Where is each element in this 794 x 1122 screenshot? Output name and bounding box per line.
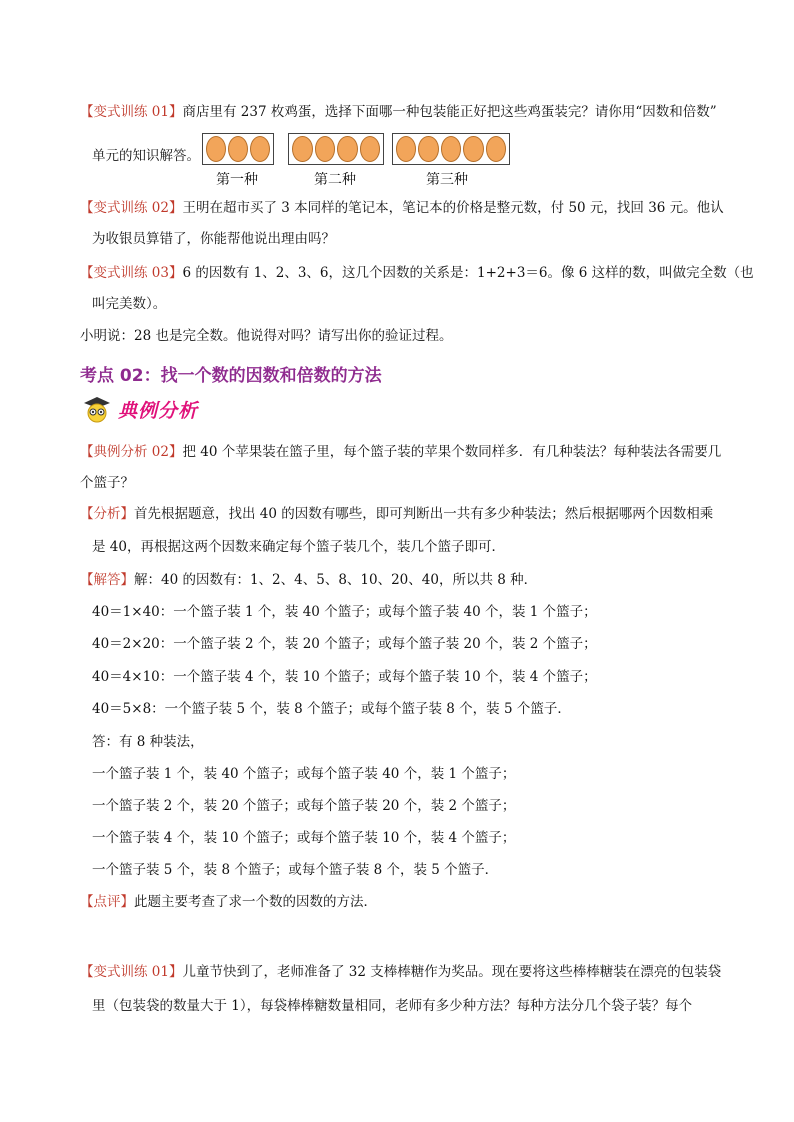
comment-line — [80, 892, 377, 912]
q3-line3: 小明说：28 也是完全数。他说得对吗？请写出你的验证过程。 — [80, 328, 453, 344]
egg-icon — [206, 136, 226, 162]
q2-line — [80, 198, 724, 218]
example-line — [80, 442, 721, 462]
q1-line2: 单元的知识解答。 — [92, 148, 200, 164]
egg-box-2 — [288, 133, 384, 165]
egg-icon — [315, 136, 336, 162]
egg-box-3 — [392, 133, 510, 165]
answer-summary: 答：有 8 种装法， — [92, 734, 204, 750]
answer-step: 一个篮子装 2 个，装 20 个篮子；或每个篮子装 20 个，装 2 个篮子； — [92, 798, 516, 814]
egg-box-label-1: 第一种 — [216, 172, 258, 188]
q3-tag: 【变式训练 03】 — [80, 265, 183, 281]
egg-icon — [463, 136, 483, 162]
comment-text: 此题主要考查了求一个数的因数的方法． — [134, 894, 377, 910]
q4-tag: 【变式训练 01】 — [80, 964, 183, 980]
badge-text: 典例分析 — [118, 399, 199, 422]
egg-icon — [418, 136, 438, 162]
egg-box-label-3: 第三种 — [426, 172, 468, 188]
analysis-tag: 【分析】 — [80, 506, 134, 522]
answer-step: 一个篮子装 4 个，装 10 个篮子；或每个篮子装 10 个，装 4 个篮子； — [92, 830, 516, 846]
q4-line2: 里（包装袋的数量大于 1），每袋棒棒糖数量相同，老师有多少种方法？每种方法分几个袋子装？每个 — [92, 998, 693, 1014]
egg-icon — [486, 136, 506, 162]
answer-tag: 【解答】 — [80, 572, 134, 588]
example-line2: 个篮子？ — [80, 475, 134, 491]
answer-line — [80, 570, 537, 590]
scholar-face-icon — [80, 394, 114, 424]
q3-text: 6 的因数有 1、2、3、6，这几个因数的关系是：1+2+3＝6。像 6 这样的数，叫做完全数（也 — [182, 265, 754, 281]
q2-line2: 为收银员算错了，你能帮他说出理由吗？ — [92, 231, 335, 247]
answer-step: 40＝5×8：一个篮子装 5 个，装 8 个篮子；或每个篮子装 8 个，装 5 个篮子． — [92, 701, 571, 717]
example-text: 把 40 个苹果装在篮子里，每个篮子装的苹果个数同样多．有几种装法？每种装法各需要几 — [182, 444, 722, 460]
example-tag: 【典例分析 02】 — [80, 444, 183, 460]
q2-tag: 【变式训练 02】 — [80, 200, 183, 216]
answer-step: 一个篮子装 1 个，装 40 个篮子；或每个篮子装 40 个，装 1 个篮子； — [92, 766, 516, 782]
q1-line — [80, 102, 717, 122]
q3-line2: 叫完美数）。 — [92, 296, 167, 312]
analysis-line — [80, 504, 713, 524]
egg-icon — [337, 136, 358, 162]
q2-text: 王明在超市买了 3 本同样的笔记本，笔记本的价格是整元数，付 50 元，找回 36 元。他认 — [182, 200, 724, 216]
q4-text: 儿童节快到了，老师准备了 32 支棒棒糖作为奖品。现在要将这些棒棒糖装在漂亮的包装袋 — [182, 964, 722, 980]
egg-icon — [441, 136, 461, 162]
example-badge — [80, 394, 198, 424]
answer-text: 解：40 的因数有：1、2、4、5、8、10、20、40，所以共 8 种． — [134, 572, 538, 588]
egg-icon — [292, 136, 313, 162]
q3-line — [80, 263, 754, 283]
answer-step: 一个篮子装 5 个，装 8 个篮子；或每个篮子装 8 个，装 5 个篮子． — [92, 862, 499, 878]
q1-tag: 【变式训练 01】 — [80, 104, 183, 120]
egg-icon — [228, 136, 248, 162]
answer-step: 40＝1×40：一个篮子装 1 个，装 40 个篮子；或每个篮子装 40 个，装 1 个篮子； — [92, 604, 597, 620]
egg-icon — [396, 136, 416, 162]
answer-step: 40＝2×20：一个篮子装 2 个，装 20 个篮子；或每个篮子装 20 个，装 2 个篮子； — [92, 636, 597, 652]
q1-text: 商店里有 237 枚鸡蛋，选择下面哪一种包装能正好把这些鸡蛋装完？请你用“因数和倍数” — [182, 104, 717, 120]
answer-step: 40＝4×10：一个篮子装 4 个，装 10 个篮子；或每个篮子装 10 个，装 4 个篮子； — [92, 669, 597, 685]
egg-box-label-2: 第二种 — [314, 172, 356, 188]
analysis-line2: 是 40，再根据这两个因数来确定每个篮子装几个，装几个篮子即可． — [92, 539, 505, 555]
q4-line — [80, 962, 721, 982]
egg-box-1 — [202, 133, 274, 165]
egg-icon — [360, 136, 381, 162]
egg-icon — [250, 136, 270, 162]
section-heading: 考点 02：找一个数的因数和倍数的方法 — [80, 366, 382, 386]
comment-tag: 【点评】 — [80, 894, 134, 910]
analysis-text: 首先根据题意，找出 40 的因数有哪些，即可判断出一共有多少种装法；然后根据哪两个因数相乘 — [134, 506, 714, 522]
